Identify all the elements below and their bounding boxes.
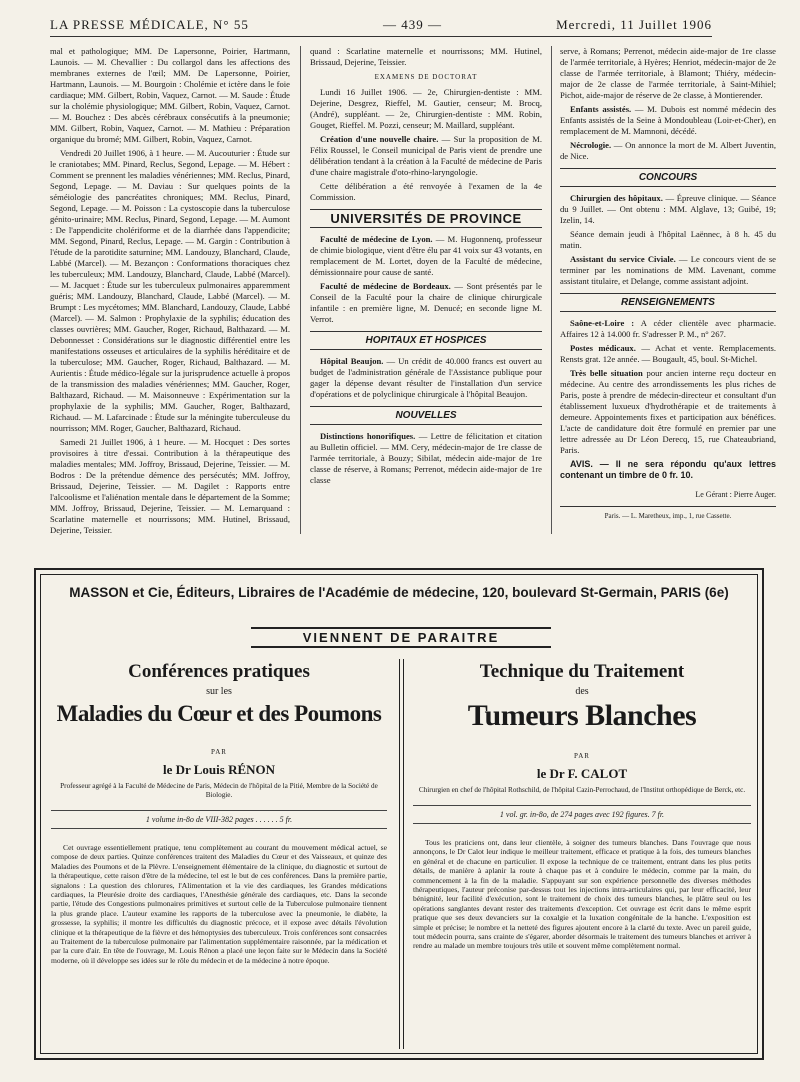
ad-banner: VIENNENT DE PARAITRE	[251, 627, 551, 648]
bordeaux-heading: Faculté de médecine de Bordeaux.	[320, 281, 451, 291]
exam-list-paragraph: Vendredi 20 Juillet 1906, à 1 heure. — M. Aucouturier : Étude sur le craniotabes; MM. Pinard, Reclus, Segond, Lepage. — M. Hébert : Comment se prennent les maladies vénériennes; MM. Reclus, Pinard, Segond, Lepage. — M. Daviau : Sur quelques points de la séméiologie des pancréatites chroniques; MM. Reclus, Pinard, Segond, Lepage. — M. Poisson : La cystoscopie dans la tuberculose génito-urinaire; MM. Reclus, Pinard, Segond, Lepage. — M. Aumont : De l'appendicite cholériforme et de la diarrhée dans l'appendicite; MM. Segond, Pinard, Reclus, Lepage. — M. Gargin : Contribution à l'étude de la parotidite saturnine; MM. Landouzy, Blanchard, Claude, Labbé (Marcel). — M. Bezançon : Conformations thoraciques chez les tuberculeux; MM. Landouzy, Blanchard, Claude, Labbé (Marcel). — M. Jacquet : Étude sur les tuberculeux pulmonaires apparemment guéris; MM. Landouzy, Blanchard, Claude, Labbé (Marcel). — M. Brumpt : Les mycétomes; MM. Blanchard, Landouzy, Claude, Labbé (Marcel). — M. Salmon : Prophylaxie de la syphilis; éducation des classes ouvrières; MM. Gaucher, Roger, Richaud, Balthazard. — M. Debonnesset : Considérations sur le diagnostic différentiel entre les manifestations osseuses et articulaires de la syphilis héréditaire et de la tuberculose; MM. Gaucher, Roger, Richaud, Balthazard. — M. Aurientis : Étude médico-légale sur la jurisprudence actuelle à propos de la transmission des maladies vénériennes; MM. Gaucher, Roger, Balthazard, Richaud. — M. Maisonneuve : Expérimentation sur la prophylaxie de la syphilis; MM. Gaucher, Roger, Balthazard, Richaud. — M. Lafarcinade : Étude sur la méningite tuberculeuse du nourrisson; MM. Roger, Gaucher, Balthazard, Richaud.	[50, 148, 290, 433]
section-title-hopitaux: HOPITAUX ET HOSPICES	[310, 331, 542, 350]
situation-text: pour ancien interne reçu docteur en médecine. Au centre des arrondissements les plus riches de Paris, poste à prendre de médecin-directeur et consultant d'un établissement luxueux d'hydrothérapie et de traitements à demeure. Appointements fixes et participation aux bénéfices. L'acte de candidature doit être formulé en premier par une lettre adressée au Dr Léon Derecq, 15, rue Chateaubriand, Paris.	[560, 368, 776, 455]
chirurgien-paragraph	[560, 193, 776, 226]
postes-heading: Postes médicaux.	[570, 343, 636, 353]
column-2	[310, 46, 542, 536]
book-left-title: Conférences pratiques	[128, 661, 310, 682]
beaujon-text: — Un crédit de 40.000 francs est ouvert au budget de l'administration générale de l'Assistance publique pour gager la dépense devant résulter de l'installation d'un service d'opérations et de polyclinique chirurgicale à l'hôpital Beaujon.	[310, 356, 542, 399]
lyon-heading: Faculté de médecine de Lyon.	[320, 234, 433, 244]
postes-text: — Achat et vente. Remplacements. Rensts grat. 12e année. — Bougault, 45, boul. St-Michel.	[560, 343, 776, 364]
section-title-concours: CONCOURS	[560, 168, 776, 187]
bordeaux-text: — Sont présentés par le Conseil de la Faculté pour la chaire de clinique chirurgicale infantile : en première ligne, M. Denucé; en seconde ligne M. Verrot.	[310, 281, 542, 324]
beaujon-heading: Hôpital Beaujon.	[320, 356, 384, 366]
section-title-nouvelles: NOUVELLES	[310, 406, 542, 425]
book-right-volume: 1 vol. gr. in-8o, de 274 pages avec 192 figures. 7 fr.	[413, 805, 751, 824]
chirurgien-paragraph-2: Séance demain jeudi à l'hôpital Laënnec, à 8 h. 45 du matin.	[560, 229, 776, 250]
lyon-text: — M. Hugonnenq, professeur de chimie biologique, vient d'être élu par 41 voix sur 43 votants, en remplacement de M. Lortet, doyen de la Faculté de médecine, démissionnaire pour cause de santé.	[310, 234, 542, 277]
postes-paragraph	[560, 343, 776, 365]
situation-heading: Très belle situation	[570, 368, 643, 378]
saone-heading: Saône-et-Loire :	[570, 318, 635, 328]
enfants-paragraph	[560, 104, 776, 137]
column-3	[560, 46, 776, 536]
section-title-universites: UNIVERSITÉS DE PROVINCE	[310, 209, 542, 228]
necrologie-paragraph	[560, 140, 776, 162]
distinctions-paragraph	[310, 431, 542, 486]
chaire-text: — Sur la proposition de M. Félix Roussel, le Conseil municipal de Paris vient de prendre une délibération tendant à la création à la Faculté de médecine de Paris d'une chaire magistrale d'oto-rhino-laryngologie.	[310, 134, 542, 177]
printer-line: Paris. — L. Maretheux, imp., 1, rue Cassette.	[560, 506, 776, 522]
continued-paragraph: serve, à Romans; Perrenot, médecin aide-major de 1re classe de l'armée territoriale, à Hyères; Henriot, médecin-major de 2e classe de l'armée territoriale, à Blamont; Thiéry, médecin-major de 2e classe de l'armée territoriale, à Saint-Mihiel; Pichot, aide-major de réserve de 2e classe, à Montierender.	[560, 46, 776, 100]
chirurgien-text: — Épreuve clinique. — Séance du 9 Juillet. — Ont obtenu : MM. Alglave, 13; Guibé, 19; Izelin, 14.	[560, 193, 776, 225]
exam-list-paragraph: mal et pathologique; MM. De Lapersonne, Poirier, Hartmann, Launois. — M. Chevallier : Du collargol dans les affections des membranes externes de l'œil; MM. De Lapersonne, Poirier, Hartmann, Launois. — M. Bourgoin : Cholémie et ictère dans le foie cardiaque; MM. Gilbert, Robin, Vaquez, Carnot. — M. Saude : Étude sur la cholémie physiologique; MM. Gilbert, Robin, Vaquez, Carnot. — M. Bouchez : Des abcès cérébraux consécutifs à la pneumonie; MM. Gilbert, Robin, Vaquez, Carnot. — M. Mathieu : Préparation organique du bromé; MM. Gilbert, Robin, Vaquez, Carnot.	[50, 46, 290, 144]
exam-title: EXAMENS DE DOCTORAT	[374, 73, 478, 81]
assistant-heading: Assistant du service Civiale.	[570, 254, 676, 264]
publisher-advertisement	[34, 568, 764, 1060]
distinctions-text: — Lettre de félicitation et citation au Bulletin officiel. — MM. Cery, médecin-major de 1re classe de l'armée territoriale, à Bouzy; Sibilat, médecin aide-major de 1re classe de réserve, à Romans; Perrenot, médecin aide-major de 1re classe	[310, 431, 542, 485]
book-left-description: Cet ouvrage essentiellement pratique, tenu complètement au courant du mouvement médical actuel, se compose de deux parties. Quinze conférences traitent des Maladies du Cœur et des Vaisseaux, et quinze des Maladies des Poumons et de la Plèvre. L'enseignement élémentaire de la clinique, du diagnostic et surtout de la thérapeutique, cette raison d'être de la médecine, tel est le but de ces conférences. Dans la première partie, signalons : La question des chlorures, l'Alimentation et la vie des cardiaques, les Grandes médications cardiaques, la Pleurésie droite des cardiaques, l'Anesthésie générale des cardiaques, etc. Dans la seconde partie, l'étude des Congestions pulmonaires primitives et surtout celle de la Tuberculose pulmonaire tiennent la plus grande place. L'auteur examine les rapports de la tuberculose avec la pneumonie, le diabète, la grossesse, la syphilis; il montre les difficultés du diagnostic précoce, et il expose avec détails l'évolution clinique et la thérapeutique de la fièvre et des hémoptysies des tuberculeux. Trois conférences sont consacrées au Traitement de la tuberculose pulmonaire par l'alimentation supplémentaire raisonnée, par la médication et par la cure d'air. En tête de l'ouvrage, M. Louis Rénon a placé une leçon faite sur le Médecin dans la Société moderne, où il développe ses idées sur le rôle du médecin et de la médecine à notre époque.	[51, 843, 387, 965]
enfants-heading: Enfants assistés.	[570, 104, 632, 114]
book-right-author: le Dr F. CALOT	[536, 766, 628, 781]
book-right-author-desc: Chirurgien en chef de l'hôpital Rothschild, de l'hôpital Cazin-Perrochaud, de l'Institut orthopédique de Berck, etc.	[418, 786, 746, 794]
section-title-renseignements: RENSEIGNEMENTS	[560, 293, 776, 312]
book-right-description: Tous les praticiens ont, dans leur clientèle, à soigner des tumeurs blanches. Dans l'ouvrage que nous annonçons, le Dr Calot leur indique le meilleur traitement, efficace et pratique à la fois, des tumeurs blanches en général et de chacune en particulier. Il expose la technique de ce traitement, entrant dans les plus petits détails, de manière à aplanir la route à chaque pas et à conduire le médecin, comme par la main, du commencement à la fin de la maladie. S'appuyant sur son expérience personnelle des diverses méthodes thérapeutiques, l'auteur préconise par-dessus tout les injections intra-articulaires qui, par leur efficacité, leur bénignité, leur facilité d'exécution, sont le traitement de choix des tumeurs blanches, le plâtre seul ou les opérations sanglantes devant rester des traitements d'exception. Cet ouvrage est écrit dans le même esprit pratique que ses deux devanciers sur la coxalgie et la luxation congénitale de la hanche. L'exposition est simple et précise; le nombre et la netteté des figures ajoutent encore à la clarté du texte. Avec un pareil guide, tout médecin pourra, sans crainte de s'égarer, aborder désormais le traitement des tumeurs blanches et arriver à rendre au malade un membre toujours très utile et souvent même complètement normal.	[413, 838, 751, 951]
book-left-par: PAR	[211, 748, 227, 756]
chaire-heading: Création d'une nouvelle chaire.	[320, 134, 439, 144]
chirurgien-heading: Chirurgien des hôpitaux.	[570, 193, 663, 203]
ad-column-divider	[399, 659, 404, 1049]
book-right-par: PAR	[574, 752, 590, 760]
page-number: — 439 —	[383, 17, 442, 32]
publisher-line: MASSON et Cie, Éditeurs, Libraires de l'Académie de médecine, 120, boulevard St-Germain, PARIS (6e)	[69, 585, 729, 600]
page-header	[50, 14, 712, 37]
book-right-title: Technique du Traitement	[479, 661, 685, 682]
gerant-signature: Le Gérant : Pierre Auger.	[695, 490, 776, 499]
necrologie-heading: Nécrologie.	[570, 140, 612, 150]
bordeaux-paragraph	[310, 281, 542, 325]
ad-inner-frame	[40, 574, 758, 1054]
chaire-paragraph	[310, 134, 542, 178]
lyon-paragraph	[310, 234, 542, 278]
book-left-author-desc: Professeur agrégé à la Faculté de Médecine de Paris, Médecin de l'hôpital de la Pitié, Membre de la Société de Biologie.	[60, 782, 378, 799]
avis-notice: AVIS. — Il ne sera répondu qu'aux lettres contenant un timbre de 0 fr. 10.	[560, 459, 776, 480]
book-left-volume: 1 volume in-8o de VIII-382 pages . . . . . . 5 fr.	[51, 810, 387, 829]
chaire-paragraph-2: Cette délibération a été renvoyée à l'examen de la 4e Commission.	[310, 181, 542, 202]
exam-paragraph: Lundi 16 Juillet 1906. — 2e, Chirurgien-dentiste : MM. Dejerine, Desgrez, Rieffel, M. Gautier, censeur; M. Brocq, (André), suppléant. — 2e, Chirurgien-dentiste : MM. Robin, Gouget, Rieffel. M. Pozzi, censeur; M. Maillard, suppléant.	[310, 87, 542, 130]
enfants-text: — M. Dubois est nommé médecin des Enfants assistés de la Seine à Mondoubleau (Loir-et-Cher), en remplacement de M. Mamnoni, décédé.	[560, 104, 776, 136]
assistant-text: — Le concours vient de se terminer par les nominations de MM. Lavenant, comme assistant titulaire, et Delange, comme assistant adjoint.	[560, 254, 776, 286]
distinctions-heading: Distinctions honorifiques.	[320, 431, 416, 441]
issue-date: Mercredi, 11 Juillet 1906	[556, 17, 712, 32]
saone-paragraph	[560, 318, 776, 340]
column-rule	[300, 46, 301, 534]
book-left-main-title: Maladies du Cœur et des Poumons	[56, 701, 382, 726]
situation-paragraph	[560, 368, 776, 456]
book-right	[413, 659, 751, 951]
beaujon-paragraph	[310, 356, 542, 400]
book-left-subtitle: sur les	[206, 686, 232, 697]
saone-text: A céder clientèle avec pharmacie. Affaires 12 à 14.000 fr. S'adresser P. M., n° 267.	[560, 318, 776, 339]
book-left-author: le Dr Louis RÉNON	[162, 762, 276, 777]
exam-list-paragraph: Samedi 21 Juillet 1906, à 1 heure. — M. Hocquet : Des sortes provisoires à titre d'essai. Contribution à la thérapeutique des maladies mentales; MM. Joffroy, Brissaud, Dejerine, Teissier. — M. Bodros : De la prétendue démence des persécutés; MM. Joffroy, Brissaud, Dejerine, Teissier. — M. Dagilet : Rapports entre l'alcoolisme et l'aliénation mentale dans le département de la Somme; MM. Joffroy, Brissaud, Dejerine, Teissier. — M. Lemarquand : Scarlatine maternelle et nourrissons; MM. Hutinel, Brissaud, Dejerine, Teissier.	[50, 437, 290, 535]
necrologie-text: — On annonce la mort de M. Albert Juventin, de Nice.	[560, 140, 776, 161]
assistant-paragraph	[560, 254, 776, 287]
book-right-subtitle: des	[575, 686, 589, 697]
journal-title: LA PRESSE MÉDICALE, N° 55	[50, 17, 249, 32]
book-right-main-title: Tumeurs Blanches	[467, 699, 697, 732]
continued-paragraph: quand : Scarlatine maternelle et nourrissons; MM. Hutinel, Brissaud, Dejerine, Teissier.	[310, 46, 542, 67]
column-1	[50, 46, 290, 536]
column-rule	[551, 46, 552, 534]
book-left	[51, 659, 387, 965]
